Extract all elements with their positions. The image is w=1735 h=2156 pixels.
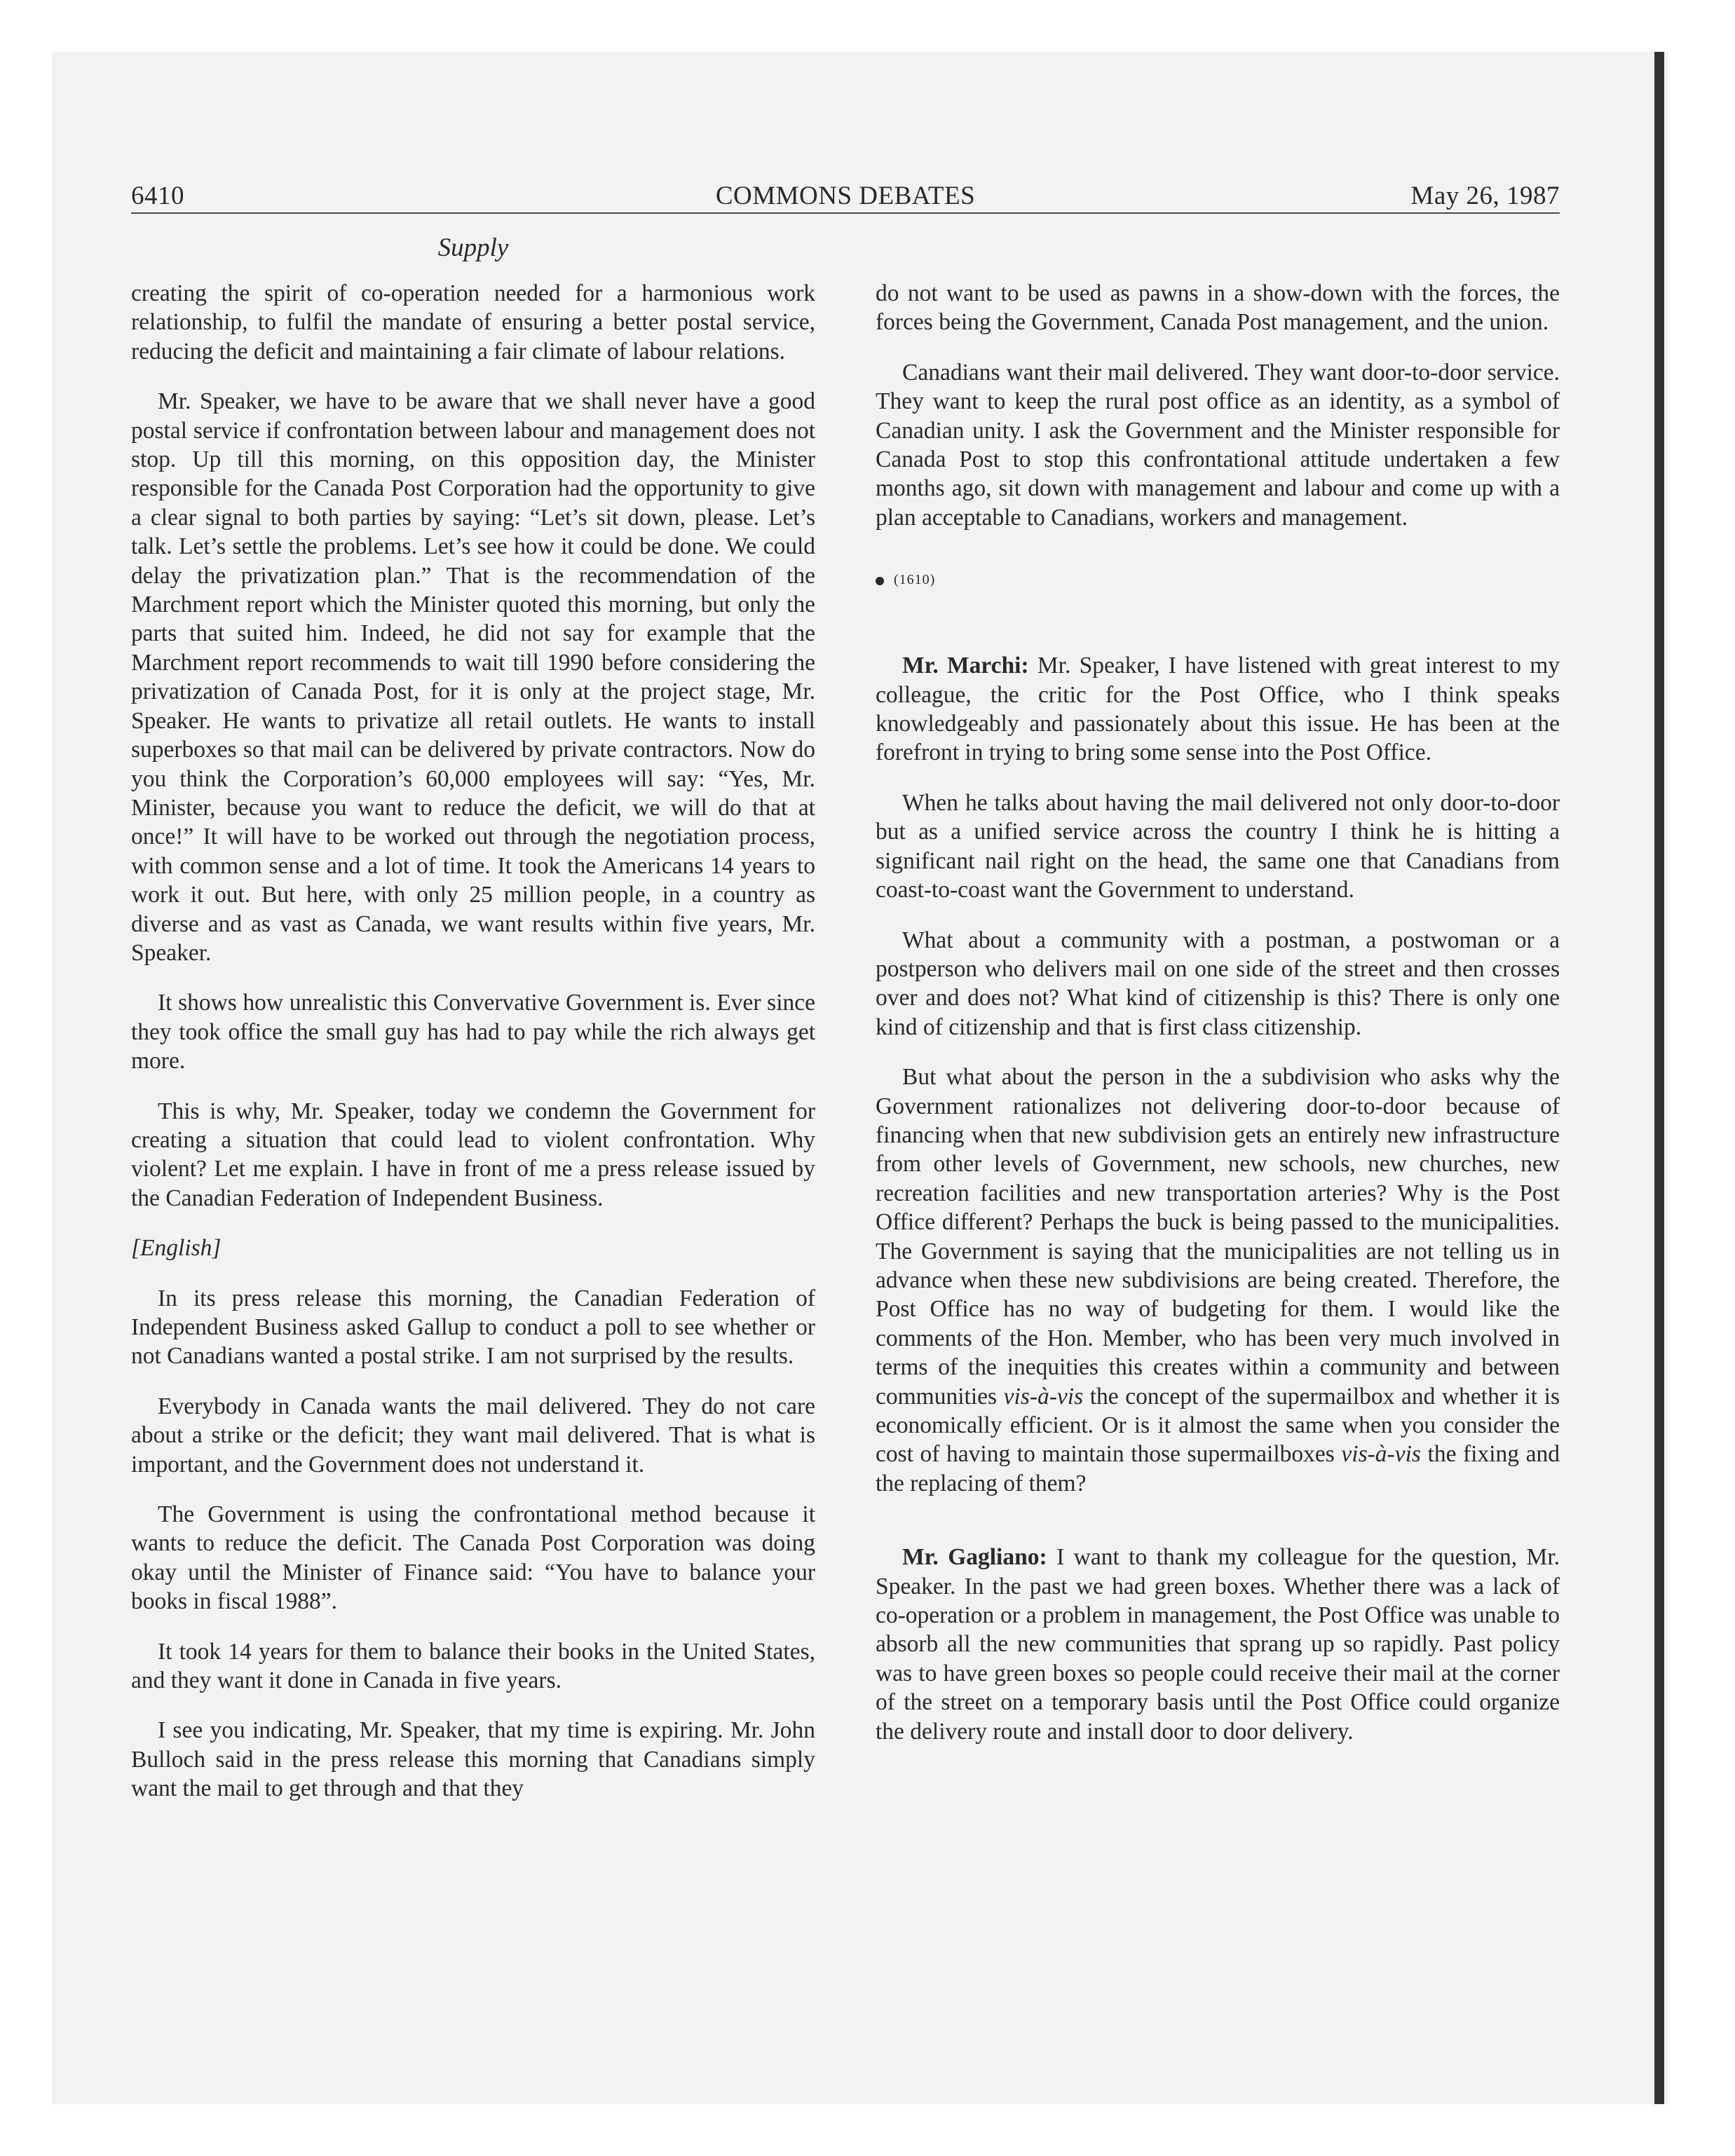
paragraph: This is why, Mr. Speaker, today we condemn the Government for creating a situation that could lead to violent confrontation. Why violent? Let me explain. I have in front of me a press release issued by the Canadian Federation of Independent Business.: [131, 1098, 815, 1211]
paragraph: It shows how unrealistic this Convervative Government is. Ever since they took office the small guy has had to pay while the rich always get more.: [131, 990, 815, 1074]
language-tag: [English]: [131, 1235, 222, 1262]
left-column: [131, 279, 815, 1824]
paragraph: It took 14 years for them to balance their books in the United States, and they want it done in Canada in five years.: [131, 1638, 815, 1694]
italic-term: vis-à-vis: [1341, 1441, 1421, 1468]
right-column: [876, 279, 1560, 1767]
page-number: 6410: [131, 182, 184, 210]
publication-date: May 26, 1987: [1410, 182, 1560, 210]
speech-text: Mr. Speaker, I have listened with great interest to my colleague, the critic for the Post Office, who I think speaks knowledgeably and passionately about this issue. He has been at the forefront in trying to bring some sense into the Post Office.: [876, 653, 1560, 766]
time-marker-label: (1610): [894, 572, 936, 588]
time-marker: [876, 571, 1560, 588]
page-header: [131, 181, 1560, 212]
paragraph: Everybody in Canada wants the mail delivered. They do not care about a strike or the deficit; they want mail delivered. That is what is important, and the Government does not understand it.: [131, 1393, 815, 1478]
paragraph: I see you indicating, Mr. Speaker, that my time is expiring. Mr. John Bulloch said in the press release this morning that Canadians simply want the mail to get through and that they: [131, 1717, 815, 1802]
speaker-name: Mr. Marchi:: [902, 653, 1029, 679]
page-edge-shadow: [1654, 52, 1664, 2104]
speech-marchi: [876, 651, 1560, 767]
header-rule: [131, 212, 1560, 214]
publication-title: COMMONS DEBATES: [715, 182, 976, 210]
paragraph: Mr. Speaker, we have to be aware that we shall never have a good postal service if confrontation between labour and management does not stop. Up till this morning, on this opposition day, the Minister responsible for the Canada Post Corporation had the opportunity to give a clear signal to both parties by saying: “Let’s sit down, please. Let’s talk. Let’s settle the problems. Let’s see how it could be done. We could delay the privatization plan.” That is the recommendation of the Marchment report which the Minister quoted this morning, but only the parts that suited him. Indeed, he did not say for example that the Marchment report recommends to wait till 1990 before considering the privatization of Canada Post, for it is only at the project stage, Mr. Speaker. He wants to privatize all retail outlets. He wants to install superboxes so that mail can be delivered by private contractors. Now do you think the Corporation’s 60,000 employees will say: “Yes, Mr. Minister, because you want to reduce the deficit, we will do that at once!” It will have to be worked out through the negotiation process, with common sense and a lot of time. It took the Americans 14 years to work it out. But here, with only 25 million people, in a country as diverse and as vast as Canada, we want results within five years, Mr. Speaker.: [131, 388, 815, 966]
paragraph: do not want to be used as pawns in a show-down with the forces, the forces being the Government, Canada Post management, and the union.: [876, 280, 1560, 336]
italic-term: vis-à-vis: [1003, 1383, 1084, 1410]
paragraph: In its press release this morning, the Canadian Federation of Independent Business asked Gallup to conduct a poll to see whether or not Canadians wanted a postal strike. I am not surprised by the results.: [131, 1285, 815, 1370]
paragraph: The Government is using the confrontational method because it wants to reduce the deficit. The Canada Post Corporation was doing okay until the Minister of Finance said: “You have to balance your books in fiscal 1988”.: [131, 1501, 815, 1615]
paragraph: When he talks about having the mail delivered not only door-to-door but as a unified service across the country I think he is hitting a significant nail right on the head, the same one that Canadians from coast-to-coast want the Government to understand.: [876, 789, 1560, 903]
paragraph: [876, 1063, 1560, 1498]
text-run: the concept of the supermailbox and whether it is economically efficient. Or is it almost the same when you consider the cost of having to maintain those supermailboxes: [876, 1383, 1560, 1468]
text-run: the fixing and the replacing of them?: [876, 1441, 1560, 1496]
section-title: Supply: [437, 233, 509, 262]
paragraph: Canadians want their mail delivered. They want door-to-door service. They want to keep the rural post office as an identity, as a symbol of Canadian unity. I ask the Government and the Minister responsible for Canada Post to stop this confrontational attitude undertaken a few months ago, sit down with management and labour and come up with a plan acceptable to Canadians, workers and management.: [876, 359, 1560, 531]
speaker-name: Mr. Gagliano:: [902, 1544, 1047, 1571]
text-run: But what about the person in the a subdivision who asks why the Government rationalizes not delivering door-to-door because of financing when that new subdivision gets an entirely new infrastructure from other levels of Government, new schools, new churches, new recreation facilities and new transportation arteries? Why is the Post Office different? Perhaps the buck is being passed to the municipalities. The Government is saying that the municipalities are not telling us in advance when these new subdivisions are being created. Therefore, the Post Office has no way of budgeting for them. I would like the comments of the Hon. Member, who has been very much involved in terms of the inequities this creates within a community and between communities: [876, 1064, 1560, 1410]
paragraph: What about a community with a postman, a postwoman or a postperson who delivers mail on one side of the street and then crosses over and does not? What kind of citizenship is this? There is only one kind of citizenship and that is first class citizenship.: [876, 927, 1560, 1040]
speech-text: I want to thank my colleague for the question, Mr. Speaker. In the past we had green boxes. Whether there was a lack of co-operation or a problem in management, the Post Office was unable to absorb all the new communities that sprang up so rapidly. Past policy was to have green boxes so people could receive their mail at the corner of the street on a temporary basis until the Post Office could organize the delivery route and install door to door delivery.: [876, 1544, 1560, 1745]
speech-gagliano: [876, 1543, 1560, 1746]
paragraph: creating the spirit of co-operation needed for a harmonious work relationship, to fulfil the mandate of ensuring a better postal service, reducing the deficit and maintaining a fair climate of labour relations.: [131, 280, 815, 364]
bullet-icon: [876, 577, 884, 585]
